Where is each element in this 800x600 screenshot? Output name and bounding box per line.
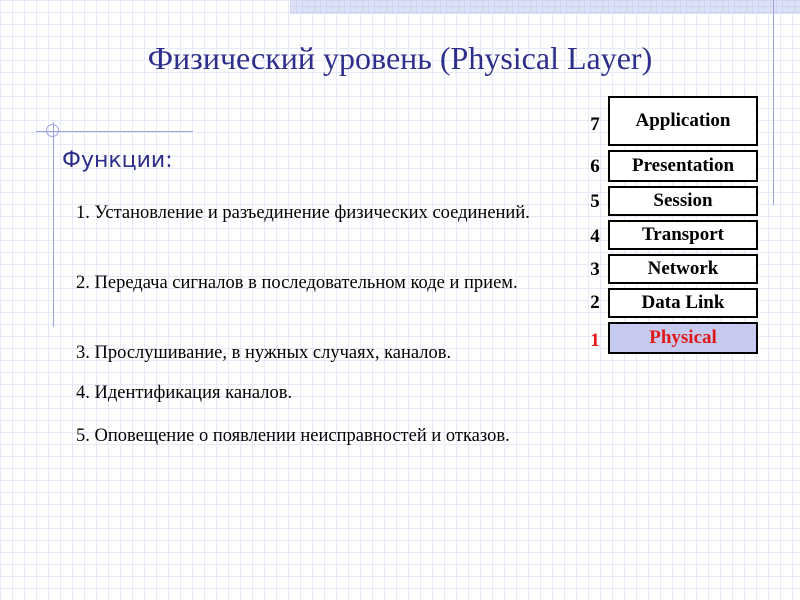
list-item: 3. Прослушивание, в нужных случаях, каналов. [76, 343, 452, 363]
list-item: 1. Установление и разъединение физических соединений. [76, 203, 530, 223]
osi-layer-data-link [608, 288, 758, 318]
osi-layer-network [608, 254, 758, 284]
osi-layer-physical [608, 322, 758, 354]
list-item: 4. Идентификация каналов. [76, 383, 293, 403]
layer-number: 6 [590, 156, 600, 177]
layer-label: Data Link [641, 292, 725, 313]
slide-title: Физический уровень (Physical Layer) [147, 40, 653, 76]
layer-number-active: 1 [590, 330, 600, 351]
osi-layer-session [608, 186, 758, 216]
layer-number: 2 [590, 292, 600, 313]
layer-label: Physical [649, 327, 717, 348]
layer-number: 5 [590, 191, 600, 212]
layer-number: 7 [590, 114, 600, 135]
layer-label: Network [647, 258, 719, 279]
decorative-vertical-line-left [53, 122, 54, 327]
decorative-vertical-line [773, 0, 774, 205]
layer-label: Transport [642, 224, 724, 245]
list-item: 5. Оповещение о появлении неисправностей и отказов. [76, 426, 510, 446]
list-item: 2. Передача сигналов в последовательном коде и прием. [76, 273, 518, 293]
functions-heading: Функции: [62, 148, 173, 173]
layer-label: Presentation [631, 155, 735, 176]
layer-number: 3 [590, 259, 600, 280]
decorative-circle [46, 124, 59, 137]
osi-layer-presentation [608, 150, 758, 182]
top-decorative-band [290, 0, 800, 14]
osi-layer-application [608, 96, 758, 146]
osi-layer-transport [608, 220, 758, 250]
decorative-horizontal-line [36, 131, 193, 132]
layer-number: 4 [590, 226, 600, 247]
layer-label: Session [653, 190, 713, 211]
layer-label: Application [635, 110, 731, 131]
